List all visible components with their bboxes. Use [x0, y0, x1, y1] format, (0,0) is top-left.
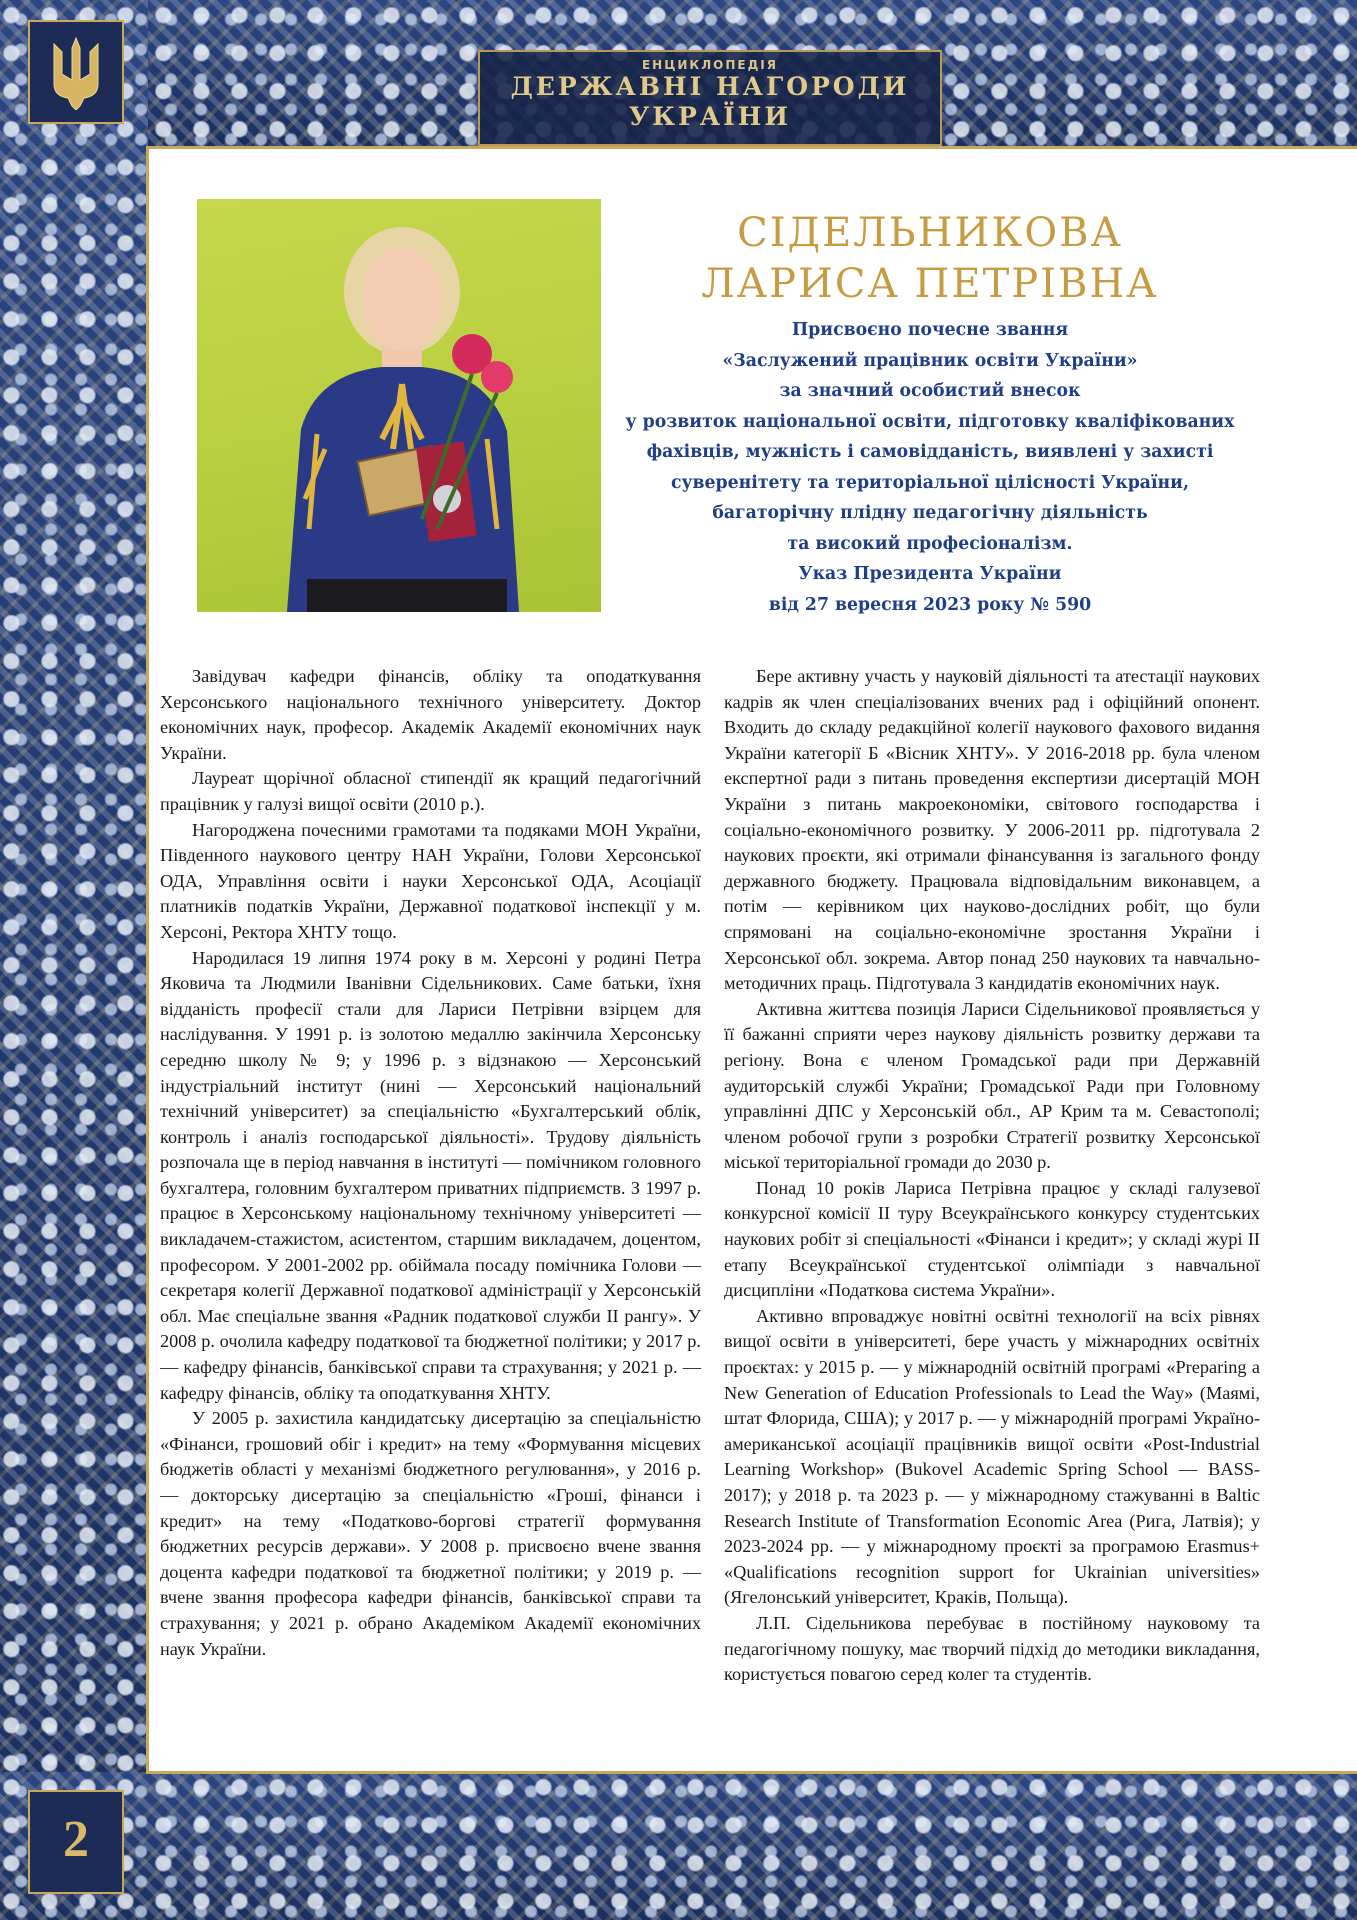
trident-icon — [46, 34, 106, 110]
paragraph: У 2005 р. захистила кандидатську дисертацію за спеціальністю «Фінанси, грошовий обіг і кредит» на тему «Формування місцевих бюджетів області у механізмі бюджетного регулювання», у 2016 р. — докторську дисертацію за спеціальністю «Гроші, фінанси і кредит» на тему «Податково-боргові стратегії формування бюджетних ресурсів держави». У 2008 р. присвоєно вчене звання доцента кафедри податкової та бюджетної політики; у 2019 р. — вчене звання професора кафедри фінансів, банківської справи та страхування; у 2021 р. обрано Академіком Академії економічних наук України. — [160, 1408, 701, 1659]
publication-banner — [478, 50, 942, 146]
paragraph: Активно впроваджує новітні освітні технології на всіх рівнях вищої освіти в університеті, бере участь у міжнародних освітніх проєктах: у 2015 р. — у міжнародній освітній програмі «Preparing a New Generation of Education Professionals to Lead the Way» (Маямі, штат Флорида, США); у 2017 р. — у міжнародній програмі Україно-американської асоціації працівників вищої освіти «Post-Industrial Learning Workshop» (Bukovel Academic Spring School — BASS-2017); у 2018 р. та 2023 р. — у міжнародному стажуванні в Baltic Research Institute of Transformation Economic Area (Рига, Латвія); у 2023-2024 рр. — у міжнародному проєкті за програмою Erasmus+ «Qualifications recognition support for Ukrainian universities» (Ягелонський університет, Краків, Польща). — [724, 1305, 1260, 1608]
banner-title: ДЕРЖАВНІ НАГОРОДИ — [510, 72, 910, 101]
award-line: багаторічну плідну педагогічну діяльність — [712, 503, 1148, 523]
given-names: ЛАРИСА ПЕТРІВНА — [701, 261, 1159, 307]
bottom-ornament-border — [0, 1772, 1357, 1920]
frame-divider — [146, 1771, 1357, 1774]
award-statement — [610, 315, 1250, 620]
award-line: від 27 вересня 2023 року № 590 — [768, 594, 1092, 615]
award-line: фахівців, мужність і самовідданість, виявлені у захисті — [646, 442, 1214, 462]
award-line: Указ Президента України — [798, 564, 1062, 584]
paragraph: Активна життєва позиція Лариси Сідельникової проявляється у її бажанні сприяти через наукову діяльність розвитку держави та регіону. Вона є членом Громадської ради при Державній аудиторській службі України; Громадської Ради при Головному управлінні ДПС у Херсонській обл., АР Крим та м. Севастополі; членом робочої групи з розробки Стратегії розвитку Херсонської міської територіальної громади до 2030 р. — [724, 998, 1260, 1173]
paragraph: Лауреат щорічної обласної стипендії як кращий педагогічний працівник у галузі вищої освіти (2010 р.). — [160, 768, 701, 814]
paragraph: Народилася 19 липня 1974 року в м. Херсоні у родині Петра Яковича та Людмили Іванівни Сідельникових. Саме батьки, їхня відданість професії стали для Лариси Петрівни взірцем для наслідування. У 1991 р. із золотою медаллю закінчила Херсонську середню школу № 9; у 1996 р. з відзнакою — Херсонський індустріальний інститут (нині — Херсонський національний технічний університет) за спеціальністю «Бухгалтерський облік, контроль і аналіз господарської діяльності». Трудову діяльність розпочала ще в період навчання в інституті — помічником головного бухгалтера, головним бухгалтером приватних підприємств. З 1997 р. працює в Херсонському національному технічному університеті — викладачем-стажистом, асистентом, старшим викладачем, доцентом, професором. У 2001-2002 рр. обіймала посаду помічника Голови — секретаря колегії Державної податкової адміністрації у Херсонській обл. Має спеціальне звання «Радник податкової служби ІІ рангу». У 2008 р. очолила кафедру податкової та бюджетної політики; у 2017 р. — кафедру фінансів, банківської справи та страхування; у 2021 р. — кафедру фінансів, обліку та оподаткування ХНТУ. — [160, 947, 701, 1403]
frame-divider — [146, 146, 149, 1774]
page-number-box — [28, 1790, 124, 1894]
left-ornament-border — [0, 0, 148, 1920]
emblem — [28, 20, 124, 124]
person-name — [600, 208, 1260, 310]
biography-column-right — [724, 664, 1260, 1688]
award-line: у розвиток національної освіти, підготовку кваліфікованих — [625, 411, 1235, 432]
banner-subtitle: ЕНЦИКЛОПЕДІЯ — [641, 58, 779, 72]
banner-title: УКРАЇНИ — [628, 102, 792, 131]
paragraph: Нагороджена почесними грамотами та подяками МОН України, Південного наукового центру НАН України, Голови Херсонської ОДА, Управління освіти і науки Херсонської ОДА, Асоціації платників податків України, Державної податкової інспекції у м. Херсоні, Ректора ХНТУ тощо. — [160, 819, 701, 942]
paragraph: Завідувач кафедри фінансів, обліку та оподаткування Херсонського національного технічного університету. Доктор економічних наук, професор. Академік Академії економічних наук України. — [160, 666, 701, 763]
award-line: Присвоєно почесне звання — [791, 320, 1069, 340]
page-number: 2 — [63, 1811, 89, 1868]
portrait-photo — [197, 199, 601, 612]
award-line: «Заслужений працівник освіти України» — [722, 350, 1138, 371]
award-line: суверенітету та територіальної цілісності України, — [670, 472, 1190, 493]
frame-divider — [148, 146, 1357, 149]
award-line: за значний особистий внесок — [779, 381, 1081, 401]
paragraph: Бере активну участь у науковій діяльності та атестації наукових кадрів як член спеціалізованих вчених рад і офіційний опонент. Входить до складу редакційної колегії наукового фахового видання України категорії Б «Вісник ХНТУ». У 2016-2018 рр. була членом експертної ради з питань проведення експертизи дисертацій МОН України з питань макроекономіки, світового господарства і соціально-економічного розвитку. У 2006-2011 рр. підготувала 2 наукових проєкти, які отримали фінансування із загального фонду державного бюджету. Працювала відповідальним виконавцем, а потім — керівником цих науково-дослідних робіт, що були спрямовані на соціально-економічне зростання України і Херсонської обл. зокрема. Автор понад 250 наукових та навчально-методичних праць. Підготувала 3 кандидатів економічних наук. — [724, 666, 1260, 994]
award-line: та високий професіоналізм. — [787, 533, 1073, 554]
biography-column-left — [160, 664, 701, 1662]
paragraph: Л.П. Сідельникова перебуває в постійному науковому та педагогічному пошуку, має творчий підхід до методики викладання, користується повагою серед колег та студентів. — [724, 1612, 1260, 1685]
surname: СІДЕЛЬНИКОВА — [737, 210, 1123, 256]
paragraph: Понад 10 років Лариса Петрівна працює у складі галузевої конкурсної комісії ІІ туру Всеукраїнського конкурсу студентських наукових робіт зі спеціальності «Фінанси і кредит»; у складі журі ІІ етапу Всеукраїнської студентської олімпіади з навчальної дисципліни «Податкова система України». — [724, 1177, 1260, 1301]
